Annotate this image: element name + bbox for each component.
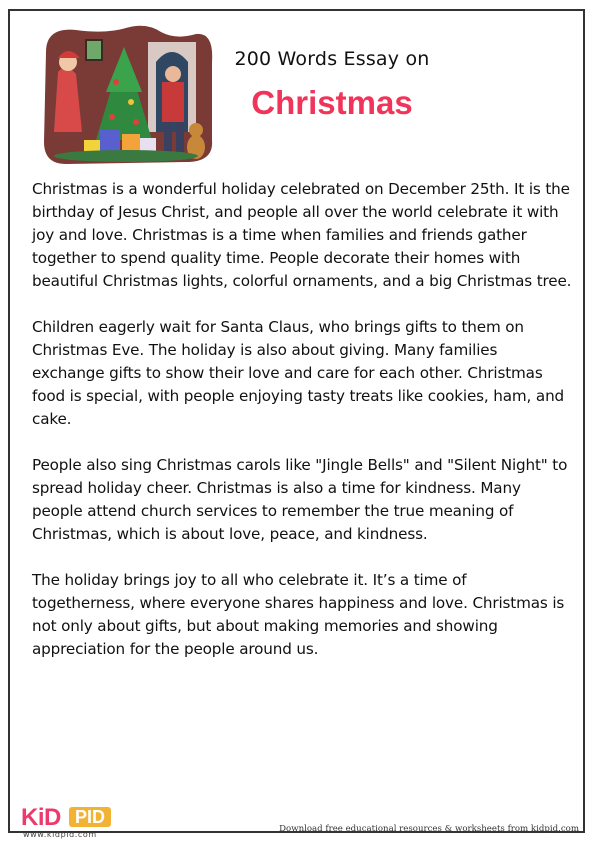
essay-subtitle: 200 Words Essay on [234,48,430,70]
paragraph-3: People also sing Christmas carols like "Jingle Bells" and "Silent Night" to spread holiday cheer. Christmas is also a time for kindness. Many people attend church services to remember the true meaning of Christmas, which is about love, peace, and kindness. [32,456,568,543]
paragraph-4: The holiday brings joy to all who celebrate it. It’s a time of togetherness, where everyone shares happiness and love. Christmas is not only about gifts, but about making memories and showing appreciation for the people around us. [32,571,565,658]
header [0,0,600,170]
logo-pid-text: PID [69,807,111,827]
footer [0,800,600,840]
essay-title: Christmas [251,84,413,121]
logo-kid-text: KiD [21,804,61,831]
kidpid-logo[interactable] [21,804,111,839]
christmas-family-illustration [36,22,216,167]
essay-body [32,178,572,684]
paragraph-2: Children eagerly wait for Santa Claus, who brings gifts to them on Christmas Eve. The holiday is also about giving. Many families exchange gifts to show their love and care for each other. Christmas food is special, with people enjoying tasty treats like cookies, ham, and cake. [32,318,565,428]
download-note: Download free educational resources & worksheets from kidpid.com [279,824,579,834]
logo-url[interactable]: www.kidpid.com [23,830,97,839]
paragraph-1: Christmas is a wonderful holiday celebrated on December 25th. It is the birthday of Jesus Christ, and people all over the world celebrate it with joy and love. Christmas is a time when families and friends gather together to spend quality time. People decorate their homes with beautiful Christmas lights, colorful ornaments, and a big Christmas tree. [32,180,572,290]
